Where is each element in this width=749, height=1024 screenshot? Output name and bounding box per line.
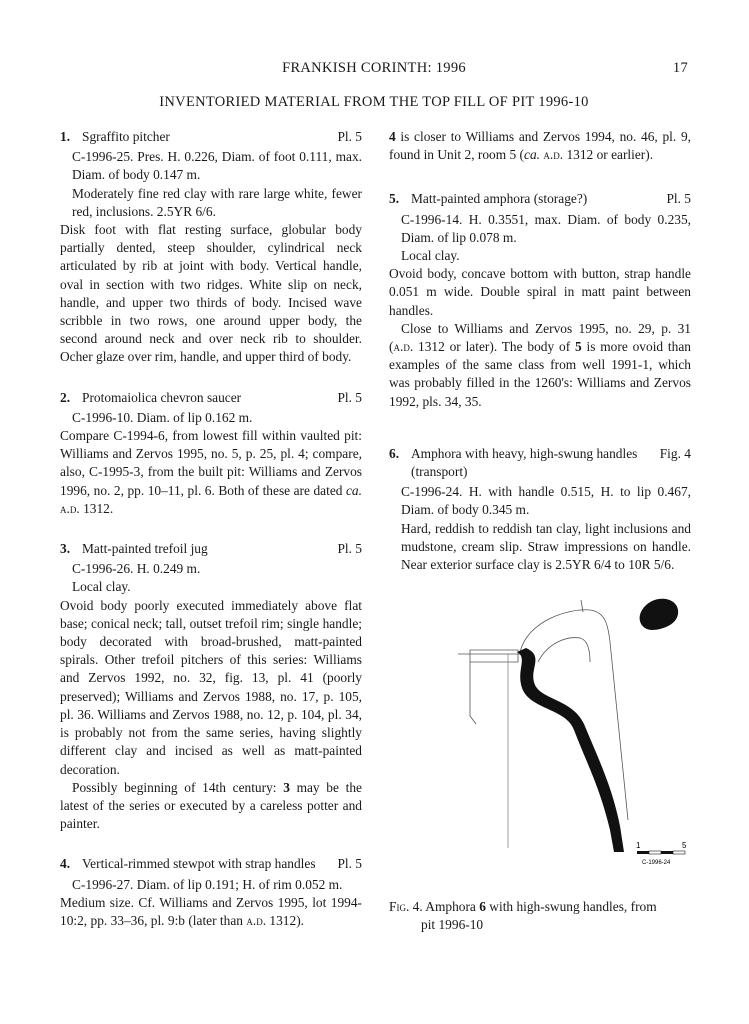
right-column <box>389 128 691 596</box>
entry-title: Matt-painted trefoil jug <box>82 541 208 557</box>
entry-4-continuation: 4 is closer to Williams and Zervos 1994, no. 46, pl. 9, found in Unit 2, room 5 (ca. a.d. 1312 or earlier). <box>389 129 691 163</box>
entry-title: Amphora with heavy, high-swung handles (transport) <box>411 445 638 480</box>
entry-heading <box>60 540 362 558</box>
entry-title: Matt-painted amphora (storage?) <box>411 191 588 207</box>
entry-number: 6. <box>389 445 400 461</box>
rim-outline <box>470 650 518 724</box>
scale-label-right: 5 <box>682 841 687 850</box>
entry-number: 5. <box>389 191 400 207</box>
entry-description: Medium size. Cf. Williams and Zervos 1995, lot 1994-10:2, pp. 33–36, pl. 9:b (later than a.d. 1312). <box>60 894 362 928</box>
inventory-label: C-1996-24 <box>642 860 671 866</box>
clay-description: Hard, reddish to reddish tan clay, light inclusions and mudstone, cream slip. Straw impressions on handle. Near exterior surface clay is 2.5YR 6/4 to 10R 5/6. <box>401 520 691 573</box>
catalog-entry-1 <box>60 128 362 367</box>
entry-heading <box>389 445 691 481</box>
plate-reference: Pl. 5 <box>337 856 362 872</box>
figure-label: Fig. 4. <box>389 899 423 914</box>
entry-note: Close to Williams and Zervos 1995, no. 29, p. 31 (a.d. 1312 or later). The body of 5 is more ovoid than examples of the same class from well 1991-1, which was probably filled in the 1260's: Williams and Zervos 1992, pls. 34, 35. <box>389 320 691 409</box>
entry-title: Protomaiolica chevron saucer <box>82 389 242 405</box>
running-title: FRANKISH CORINTH: 1996 <box>282 60 466 76</box>
entry-note: Possibly beginning of 14th century: 3 may be the latest of the series or executed by a careless potter and painter. <box>60 779 362 832</box>
handle-section <box>640 599 679 630</box>
scale-label-left: 1 <box>636 841 641 850</box>
catalog-entry-4 <box>60 855 362 930</box>
entry-number: 2. <box>60 389 71 405</box>
catalog-entry-5 <box>389 190 691 410</box>
amphora-drawing-svg <box>440 590 690 870</box>
entry-title: Sgraffito pitcher <box>82 129 170 144</box>
amphora-profile-drawing <box>440 590 690 870</box>
figure-reference: Fig. 4 <box>659 445 691 461</box>
inventory-line: C-1996-14. H. 0.3551, max. Diam. of body 0.235, Diam. of lip 0.078 m. <box>401 211 691 245</box>
scale-bar-segment <box>673 851 685 854</box>
catalog-entry-3 <box>60 540 362 833</box>
figure-caption: Fig. 4. Amphora 6 with high-swung handles, from pit 1996-10 <box>389 899 657 933</box>
plate-reference: Pl. 5 <box>666 191 691 207</box>
entry-heading <box>60 855 362 873</box>
catalog-entry-6 <box>389 445 691 574</box>
entry-heading <box>389 190 691 208</box>
entry-number: 1. <box>60 129 71 144</box>
scale-bar-segment <box>637 851 649 854</box>
left-column <box>60 128 362 952</box>
clay-description: Moderately fine red clay with rare large white, fewer red, inclusions. 2.5YR 6/6. <box>72 185 362 219</box>
inventory-line: C-1996-25. Pres. H. 0.226, Diam. of foot 0.111, max. Diam. of body 0.147 m. <box>72 149 362 183</box>
inventory-line: C-1996-24. H. with handle 0.515, H. to lip 0.467, Diam. of body 0.345 m. <box>401 484 691 518</box>
scale-bar-segment <box>661 851 673 854</box>
entry-heading <box>60 389 362 407</box>
clay-description: Local clay. <box>401 248 460 264</box>
running-head <box>60 60 688 80</box>
amphora-profile-section <box>517 648 624 852</box>
section-title: INVENTORIED MATERIAL FROM THE TOP FILL OF PIT 1996-10 <box>159 94 589 110</box>
inventory-line: C-1996-26. H. 0.249 m. <box>72 561 201 577</box>
entry-title: Vertical-rimmed stewpot with strap handles <box>82 856 316 872</box>
plate-reference: Pl. 5 <box>337 541 362 557</box>
clay-description: Local clay. <box>72 579 131 595</box>
scale-bar <box>636 841 687 866</box>
entry-description: Compare C-1994-6, from lowest fill within vaulted pit: Williams and Zervos 1995, no. 5, p. 25, pl. 4; compare, also, C-1995-3, from the built pit: Williams and Zervos 1996, no. 2, pp. 10–11, pl. 6. Both of these are dated ca. a.d. 1312. <box>60 428 362 516</box>
plate-reference: Pl. 5 <box>337 129 362 144</box>
entry-description: Disk foot with flat resting surface, globular body partially dented, steep shoulder, cylindrical neck articulated by rib at joint with body. Vertical handle, oval in section with two ridges. White slip on neck, handle, and upper two thirds of body. Incised wave scribble in two rows, one around upper body, the second around neck and over neck rib to shoulder. Ocher glaze over rim, handle, and upper third of body. <box>60 222 362 365</box>
inventory-line: C-1996-27. Diam. of lip 0.191; H. of rim 0.052 m. <box>72 876 343 892</box>
entry-number: 3. <box>60 541 71 557</box>
entry-description: Ovoid body, concave bottom with button, strap handle 0.051 m wide. Double spiral in matt paint between handles. <box>389 266 691 318</box>
plate-reference: Pl. 5 <box>337 389 362 405</box>
entry-description: Ovoid body poorly executed immediately above flat base; conical neck; tall, outset trefoil rim; single handle; body decorated with broad-brushed, matt-painted spirals. Other trefoil pitchers of this series: Williams and Zervos 1992, no. 32, fig. 13, pl. 41 (poorly preserved); Williams and Zervos 1988, no. 17, p. 105, pl. 36. Williams and Zervos 1988, no. 12, p. 104, pl. 34, is probably not from the same series, having slightly different clay and incised as well as matt-painted decoration. <box>60 597 362 777</box>
entry-number: 4. <box>60 856 71 872</box>
scale-bar-segment <box>649 851 661 854</box>
entry-heading <box>60 128 362 146</box>
inventory-line: C-1996-10. Diam. of lip 0.162 m. <box>72 409 253 425</box>
handle-outline-inner <box>538 638 590 662</box>
catalog-entry-2 <box>60 389 362 518</box>
page-number: 17 <box>672 60 688 76</box>
